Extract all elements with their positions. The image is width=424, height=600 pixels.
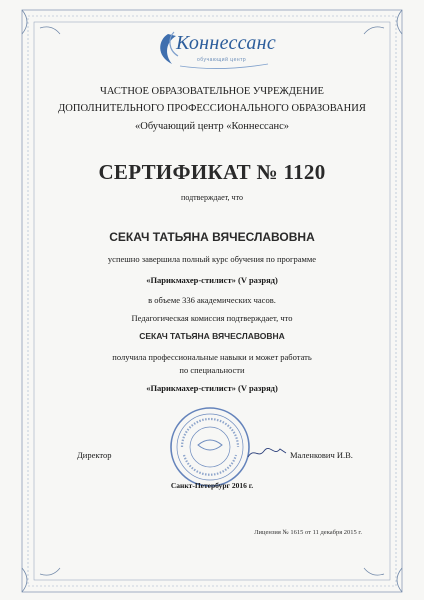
official-seal-icon [168,405,252,489]
logo-wordmark: Коннессанс [176,32,277,54]
certificate-title: СЕРТИФИКАТ № 1120 [98,160,326,184]
program-name-repeat: «Парикмахер-стилист» (V разряд) [146,383,278,393]
commission-text: Педагогическая комиссия подтверждает, что [131,313,293,323]
director-label: Директор [77,450,112,460]
organization-line-2: ДОПОЛНИТЕЛЬНОГО ПРОФЕССИОНАЛЬНОГО ОБРАЗОВАНИЯ [58,103,366,114]
skills-text-line-2: по специальности [179,365,245,375]
skills-text-line-1: получила профессиональные навыки и может работать [112,352,312,362]
city-date: Санкт-Петербург 2016 г. [170,481,254,490]
holder-name-repeat: СЕКАЧ ТАТЬЯНА ВЯЧЕСЛАВОВНА [139,331,285,341]
program-name: «Парикмахер-стилист» (V разряд) [146,275,278,285]
director-signature-icon [246,445,288,461]
organization-line-3: «Обучающий центр «Коннессанс» [134,121,290,132]
volume-text: в объеме 336 академических часов. [148,295,276,305]
license-text: Лицензия № 1615 от 11 декабря 2015 г. [254,529,362,536]
logo-tagline: обучающий центр [197,57,247,63]
confirms-text: подтверждает, что [181,193,243,202]
organization-line-1: ЧАСТНОЕ ОБРАЗОВАТЕЛЬНОЕ УЧРЕЖДЕНИЕ [100,86,324,97]
completed-text: успешно завершила полный курс обучения по программе [107,254,317,264]
holder-name: СЕКАЧ ТАТЬЯНА ВЯЧЕСЛАВОВНА [109,230,315,244]
director-name: Маленкович И.В. [290,450,353,460]
